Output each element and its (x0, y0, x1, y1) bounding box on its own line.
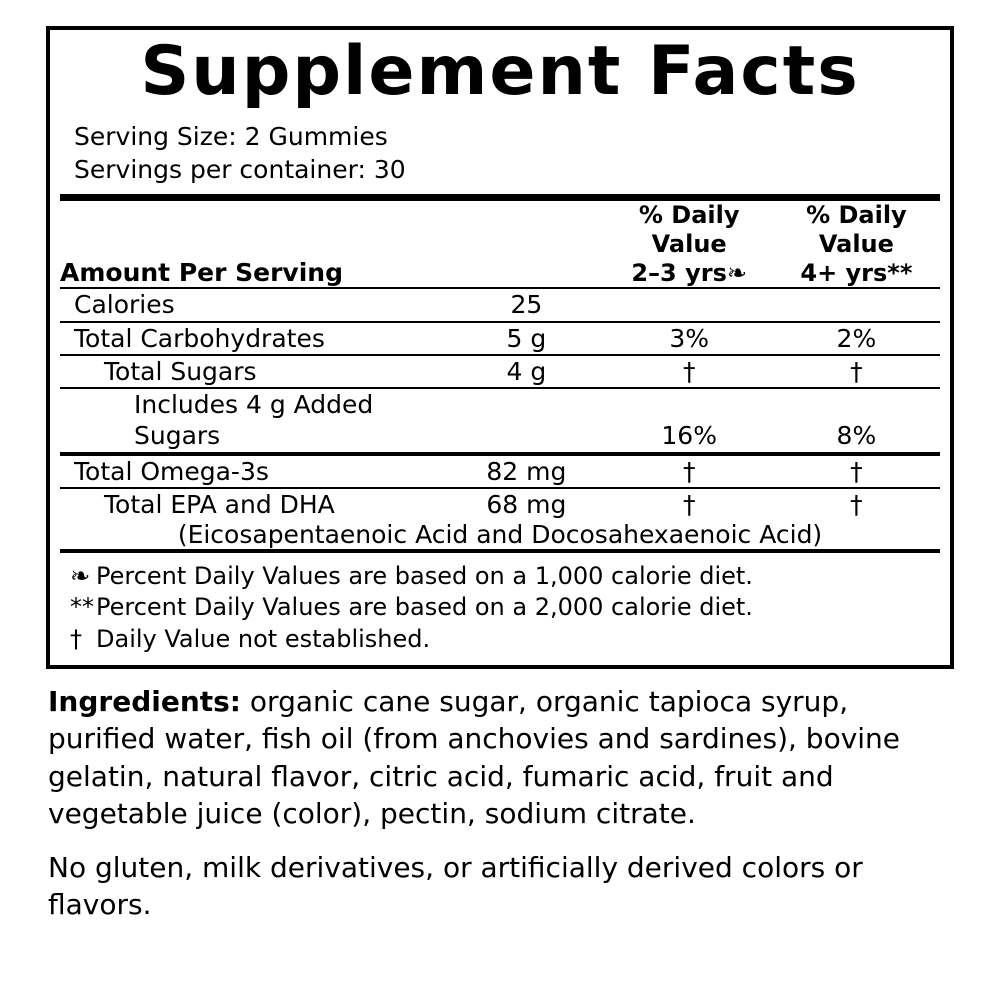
table-header-row (60, 201, 940, 288)
footnotes (60, 553, 940, 665)
footnote-symbol: † (70, 624, 82, 653)
table-row (60, 322, 940, 355)
row-amount: 68 mg (486, 489, 567, 519)
row-dv2 (773, 288, 940, 321)
row-dv1: † (606, 454, 773, 488)
row-amount (447, 388, 605, 454)
row-name: Includes 4 g Added Sugars (60, 388, 447, 454)
header-daily-value-1: % Daily Value 2–3 yrs❧ (606, 201, 773, 288)
table-subnote-row (60, 520, 940, 551)
row-dv1: 3% (606, 322, 773, 355)
nutrition-table (60, 201, 940, 553)
table-row (60, 388, 940, 454)
serving-size: Serving Size: 2 Gummies (74, 122, 388, 151)
footnote-item (70, 592, 940, 623)
row-dv1: † (682, 489, 696, 519)
row-dv2: 8% (773, 388, 940, 454)
row-name: Total Omega-3s (60, 454, 447, 488)
footnote-item (70, 624, 940, 655)
table-row (60, 355, 940, 388)
row-amount: 82 mg (447, 454, 605, 488)
page-title: Supplement Facts (140, 32, 860, 111)
table-row (60, 454, 940, 488)
free-from-note: No gluten, milk derivatives, or artificially derived colors or flavors. (48, 850, 863, 922)
row-amount: 4 g (447, 355, 605, 388)
epa-dha-subnote: (Eicosapentaenoic Acid and Docosahexaenoic Acid) (60, 520, 940, 551)
row-dv1 (606, 288, 773, 321)
facts-box (46, 26, 954, 669)
footnote-item (70, 561, 940, 592)
footnote-text: Percent Daily Values are based on a 2,000 calorie diet. (96, 593, 753, 622)
row-dv2: † (773, 355, 940, 388)
ingredients-text: organic cane sugar, organic tapioca syrup, purified water, fish oil (from anchovies and sardines), bovine gelatin, natural flavor, citric acid, fumaric acid, fruit and vegetable juice (color), pectin, sodium citrate. (48, 684, 901, 831)
row-name: Calories (60, 288, 447, 321)
footnote-text: Percent Daily Values are based on a 1,000 calorie diet. (96, 562, 753, 591)
table-row (60, 488, 940, 520)
row-dv2: 2% (773, 322, 940, 355)
servings-per-container: Servings per container: 30 (74, 155, 406, 184)
row-name: Total Sugars (60, 355, 447, 388)
row-amount: 5 g (447, 322, 605, 355)
footnote-symbol: ** (70, 593, 94, 622)
footnote-text: Daily Value not established. (96, 624, 431, 653)
row-dv2: † (850, 489, 863, 519)
footnote-symbol: ❧ (70, 562, 91, 591)
row-dv1: † (606, 355, 773, 388)
serving-info (60, 120, 940, 186)
table-row (60, 288, 940, 321)
ingredients-label: Ingredients: (48, 684, 242, 718)
divider-thick-top (60, 194, 940, 201)
row-name: Total EPA and DHA (104, 489, 335, 519)
row-name: Total Carbohydrates (60, 322, 447, 355)
header-daily-value-2: % Daily Value 4+ yrs** (773, 201, 940, 288)
row-dv1: 16% (606, 388, 773, 454)
header-amount-per-serving: Amount Per Serving (60, 201, 447, 288)
ingredients-section (46, 683, 954, 833)
row-dv2: † (773, 454, 940, 488)
row-amount: 25 (447, 288, 605, 321)
